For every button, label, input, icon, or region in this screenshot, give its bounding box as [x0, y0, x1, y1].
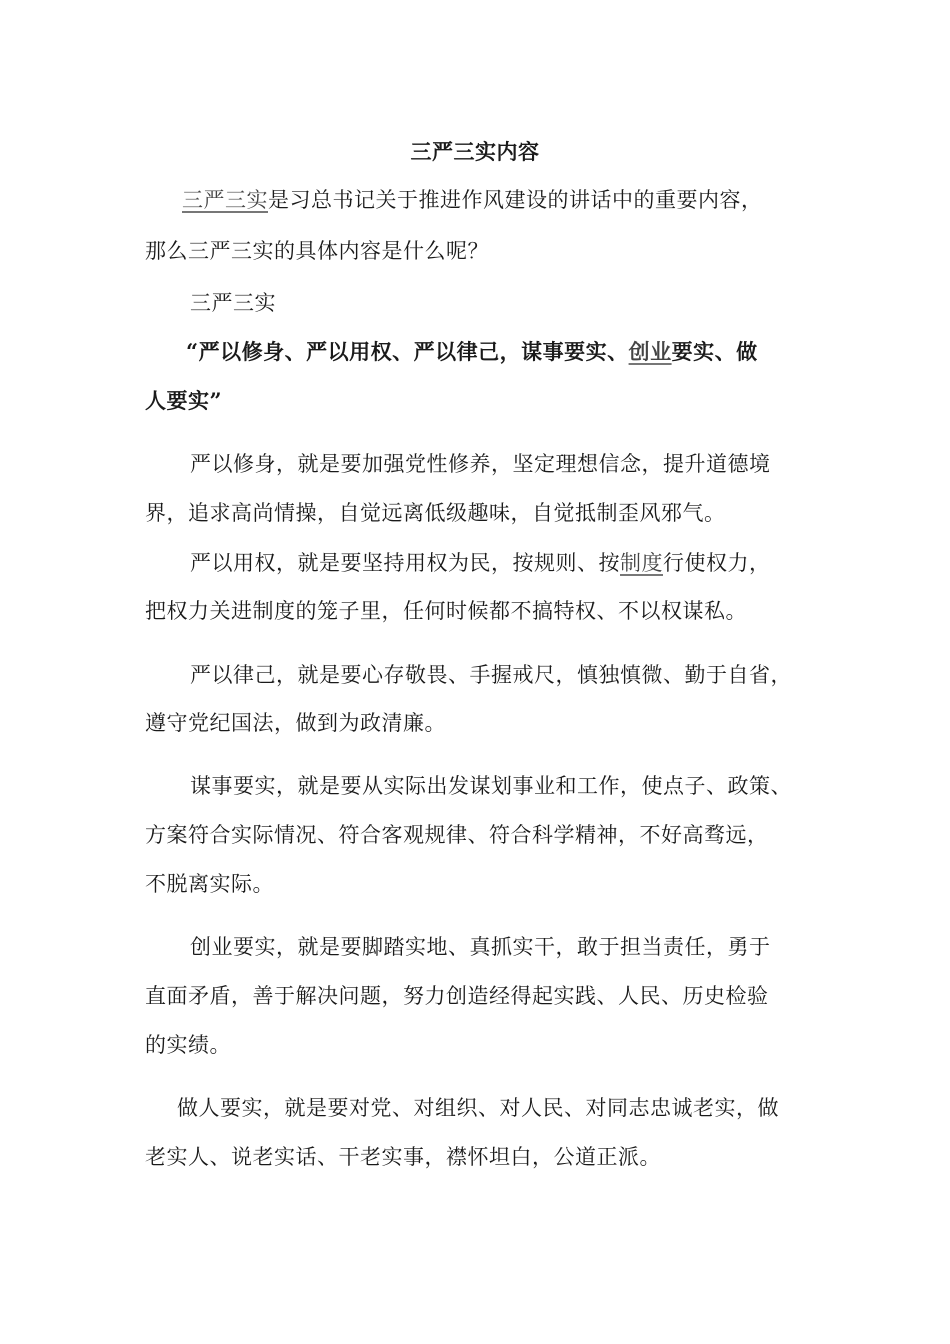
- motto-line-2: 人要实”: [145, 388, 223, 413]
- intro-line-1-text: 是习总书记关于推进作风建设的讲话中的重要内容，: [268, 188, 763, 212]
- link-sanyan-sanshi[interactable]: 三严三实: [182, 188, 268, 212]
- p6-line-1: 做人要实，就是要对党、对组织、对人民、对同志忠诚老实，做: [177, 1096, 779, 1120]
- p2-line-1: [190, 549, 771, 577]
- subheading: 三严三实: [190, 291, 276, 315]
- p6-line-2: 老实人、说老实话、干老实事，襟怀坦白，公道正派。: [145, 1145, 661, 1169]
- p5-line-2: 直面矛盾，善于解决问题，努力创造经得起实践、人民、历史检验: [145, 984, 769, 1008]
- link-chuangye[interactable]: 创业: [628, 339, 672, 364]
- p1-line-2: 界，追求高尚情操，自觉远离低级趣味，自觉抵制歪风邪气。: [145, 501, 726, 525]
- p4-line-1: 谋事要实，就是要从实际出发谋划事业和工作，使点子、政策、: [190, 774, 792, 798]
- p4-line-3: 不脱离实际。: [145, 872, 274, 896]
- p4-line-2: 方案符合实际情况、符合客观规律、符合科学精神，不好高骛远，: [145, 823, 769, 847]
- p2-line-2: 把权力关进制度的笼子里，任何时候都不搞特权、不以权谋私。: [145, 599, 747, 623]
- motto-line-1-b: 要实、做: [671, 339, 758, 364]
- p1-line-1: 严以修身，就是要加强党性修养，坚定理想信念，提升道德境: [190, 452, 771, 476]
- link-zhidu[interactable]: 制度: [620, 551, 663, 575]
- intro-line-2: 那么三严三实的具体内容是什么呢？: [145, 239, 489, 263]
- p2-line-1-a: 严以用权，就是要坚持用权为民，按规则、按: [190, 551, 620, 575]
- p3-line-2: 遵守党纪国法，做到为政清廉。: [145, 711, 446, 735]
- p2-line-1-b: 行使权力，: [663, 551, 771, 575]
- motto-line-1-a: “严以修身、严以用权、严以律己，谋事要实、: [186, 339, 629, 364]
- p5-line-1: 创业要实，就是要脚踏实地、真抓实干，敢于担当责任，勇于: [190, 935, 771, 959]
- document-title: 三严三实内容: [410, 139, 540, 164]
- p3-line-1: 严以律己，就是要心存敬畏、手握戒尺，慎独慎微、勤于自省，: [190, 663, 792, 687]
- p5-line-3: 的实绩。: [145, 1033, 231, 1057]
- intro-line-1: [182, 186, 763, 214]
- motto-line-1: [186, 338, 758, 366]
